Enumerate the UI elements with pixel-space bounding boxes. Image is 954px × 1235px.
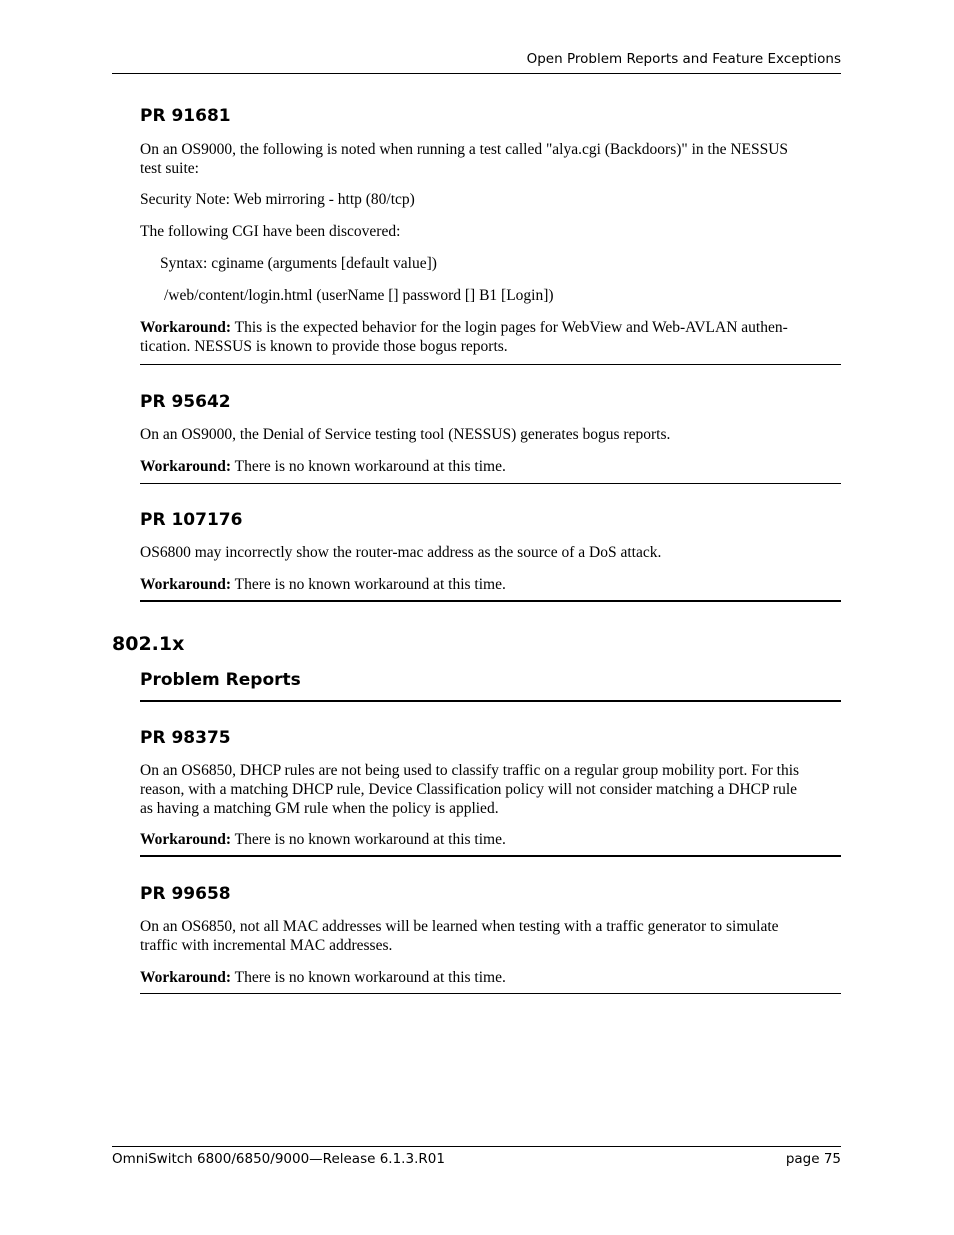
footer-divider (112, 1146, 841, 1147)
pr-98375-description (140, 761, 840, 818)
pr-107176-title: PR 107176 (140, 510, 243, 530)
pr-95642-workaround-text: There is no known workaround at this time. (234, 458, 506, 475)
pr-99658-workaround (140, 968, 840, 987)
pr-91681-workaround-line2: tication. NESSUS is known to provide those bogus reports. (140, 338, 508, 355)
divider (140, 993, 841, 994)
section-title: 802.1x (112, 633, 185, 655)
pr-91681-workaround (140, 318, 840, 356)
page-header-title: Open Problem Reports and Feature Exceptions (526, 51, 841, 67)
pr-91681-desc-line2: test suite: (140, 160, 199, 177)
workaround-label: Workaround: (140, 458, 232, 475)
pr-98375-workaround (140, 830, 840, 849)
pr-107176-workaround (140, 575, 840, 594)
workaround-label: Workaround: (140, 576, 232, 593)
pr-99658-workaround-text: There is no known workaround at this time. (234, 969, 506, 986)
pr-98375-desc-line1: On an OS6850, DHCP rules are not being used to classify traffic on a regular group mobility port. For this (140, 762, 800, 779)
pr-99658-desc-line1: On an OS6850, not all MAC addresses will be learned when testing with a traffic generator to simulate (140, 918, 779, 935)
divider (140, 364, 841, 365)
workaround-label: Workaround: (140, 969, 232, 986)
pr-95642-workaround (140, 457, 840, 476)
pr-99658-description (140, 917, 840, 955)
pr-95642-title: PR 95642 (140, 392, 231, 412)
pr-91681-path: /web/content/login.html (userName [] password [] B1 [Login]) (164, 287, 554, 304)
pr-91681-syntax: Syntax: cginame (arguments [default value]) (160, 255, 437, 272)
pr-99658-desc-line2: traffic with incremental MAC addresses. (140, 937, 393, 954)
pr-98375-desc-line3: as having a matching GM rule when the policy is applied. (140, 800, 499, 817)
workaround-label: Workaround: (140, 319, 232, 336)
pr-91681-desc-line1: On an OS9000, the following is noted when running a test called "alya.cgi (Backdoors)" in the NESSUS (140, 141, 789, 158)
pr-99658-title: PR 99658 (140, 884, 231, 904)
pr-107176-description: OS6800 may incorrectly show the router-mac address as the source of a DoS attack. (140, 544, 662, 561)
pr-91681-security-note: Security Note: Web mirroring - http (80/tcp) (140, 191, 415, 208)
divider (140, 483, 841, 484)
footer-page-number: page 75 (785, 1151, 841, 1167)
divider (140, 700, 841, 702)
workaround-label: Workaround: (140, 831, 232, 848)
pr-91681-cgi-discovered: The following CGI have been discovered: (140, 223, 401, 240)
divider (140, 855, 841, 857)
header-divider (112, 73, 841, 74)
pr-107176-workaround-text: There is no known workaround at this time. (234, 576, 506, 593)
section-subtitle: Problem Reports (140, 670, 301, 690)
pr-91681-workaround-line1: This is the expected behavior for the login pages for WebView and Web-AVLAN authen- (234, 319, 788, 336)
pr-91681-description (140, 140, 840, 178)
pr-98375-desc-line2: reason, with a matching DHCP rule, Device Classification policy will not consider matching a DHCP rule (140, 781, 798, 798)
divider (140, 600, 841, 602)
pr-98375-workaround-text: There is no known workaround at this time. (234, 831, 506, 848)
footer-product: OmniSwitch 6800/6850/9000—Release 6.1.3.R01 (112, 1151, 445, 1167)
pr-98375-title: PR 98375 (140, 728, 231, 748)
pr-91681-title: PR 91681 (140, 106, 231, 126)
pr-95642-description: On an OS9000, the Denial of Service testing tool (NESSUS) generates bogus reports. (140, 426, 671, 443)
